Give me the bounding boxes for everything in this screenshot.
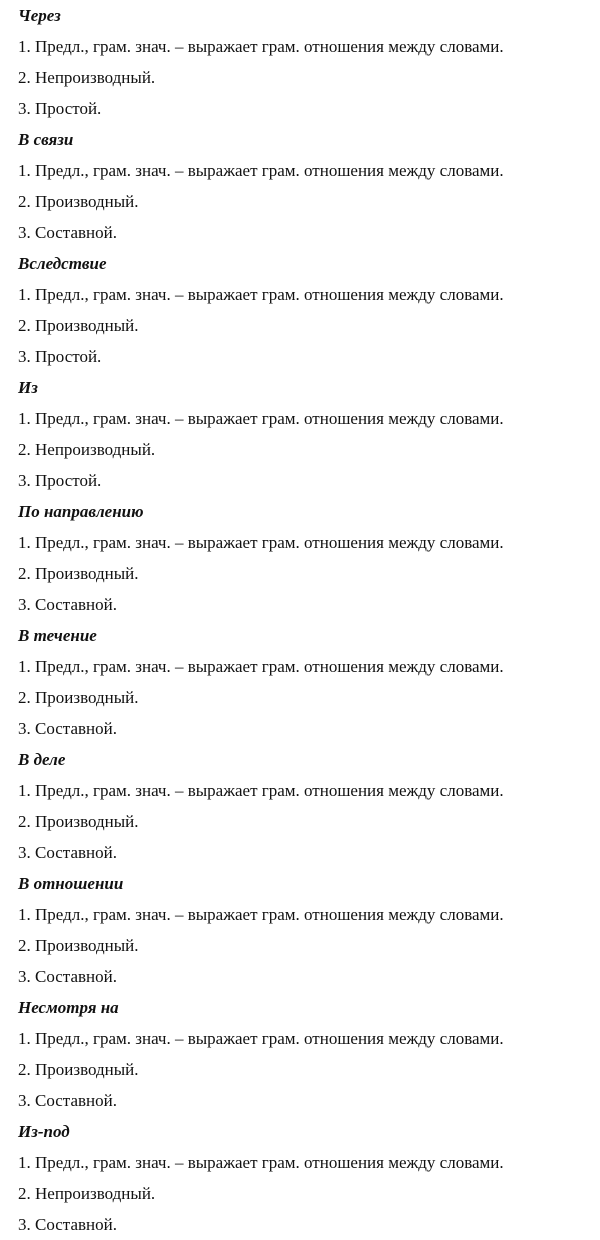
entry-line-2: 2. Производный. <box>18 192 139 211</box>
entry-heading: Из-под <box>18 1122 70 1141</box>
entry-heading: Из <box>18 378 38 397</box>
entry-v-dele <box>18 744 588 868</box>
entry-heading: Несмотря на <box>18 998 119 1017</box>
entry-heading: По направлению <box>18 502 144 521</box>
entry-line-2: 2. Производный. <box>18 564 139 583</box>
entry-nesmotrya-na <box>18 992 588 1116</box>
entry-line-1: 1. Предл., грам. знач. – выражает грам. отношения между словами. <box>18 1029 504 1048</box>
entry-iz-pod <box>18 1116 588 1240</box>
entry-line-1: 1. Предл., грам. знач. – выражает грам. отношения между словами. <box>18 533 504 552</box>
entry-iz <box>18 372 588 496</box>
entry-v-otnoshenii <box>18 868 588 992</box>
entry-line-3: 3. Составной. <box>18 967 117 986</box>
entry-line-1: 1. Предл., грам. знач. – выражает грам. отношения между словами. <box>18 161 504 180</box>
entry-heading: В связи <box>18 130 74 149</box>
entry-line-1: 1. Предл., грам. знач. – выражает грам. отношения между словами. <box>18 905 504 924</box>
entry-line-1: 1. Предл., грам. знач. – выражает грам. отношения между словами. <box>18 285 504 304</box>
entry-heading: В отношении <box>18 874 124 893</box>
entry-line-2: 2. Производный. <box>18 936 139 955</box>
entry-line-1: 1. Предл., грам. знач. – выражает грам. отношения между словами. <box>18 409 504 428</box>
entry-line-1: 1. Предл., грам. знач. – выражает грам. отношения между словами. <box>18 1153 504 1172</box>
entry-line-3: 3. Составной. <box>18 719 117 738</box>
entry-line-3: 3. Составной. <box>18 1215 117 1234</box>
entry-line-2: 2. Производный. <box>18 1060 139 1079</box>
entry-line-2: 2. Непроизводный. <box>18 440 156 459</box>
entry-line-1: 1. Предл., грам. знач. – выражает грам. отношения между словами. <box>18 37 504 56</box>
entry-line-3: 3. Составной. <box>18 843 117 862</box>
entry-line-2: 2. Непроизводный. <box>18 68 156 87</box>
entry-line-1: 1. Предл., грам. знач. – выражает грам. отношения между словами. <box>18 781 504 800</box>
entry-line-3: 3. Составной. <box>18 223 117 242</box>
entry-heading: В течение <box>18 626 97 645</box>
entry-line-3: 3. Составной. <box>18 1091 117 1110</box>
entry-line-3: 3. Простой. <box>18 471 102 490</box>
entry-v-svyazi <box>18 124 588 248</box>
entry-v-techenie <box>18 620 588 744</box>
entry-line-3: 3. Простой. <box>18 99 102 118</box>
entry-heading: Через <box>18 6 61 25</box>
entry-line-2: 2. Непроизводный. <box>18 1184 156 1203</box>
entry-line-3: 3. Простой. <box>18 347 102 366</box>
entry-cherez <box>18 0 588 124</box>
entry-line-2: 2. Производный. <box>18 688 139 707</box>
entry-line-2: 2. Производный. <box>18 812 139 831</box>
entry-po-napravleniyu <box>18 496 588 620</box>
entry-line-2: 2. Производный. <box>18 316 139 335</box>
entry-line-3: 3. Составной. <box>18 595 117 614</box>
entry-heading: Вследствие <box>18 254 107 273</box>
entry-vsledstvie <box>18 248 588 372</box>
entry-line-1: 1. Предл., грам. знач. – выражает грам. отношения между словами. <box>18 657 504 676</box>
entry-heading: В деле <box>18 750 66 769</box>
